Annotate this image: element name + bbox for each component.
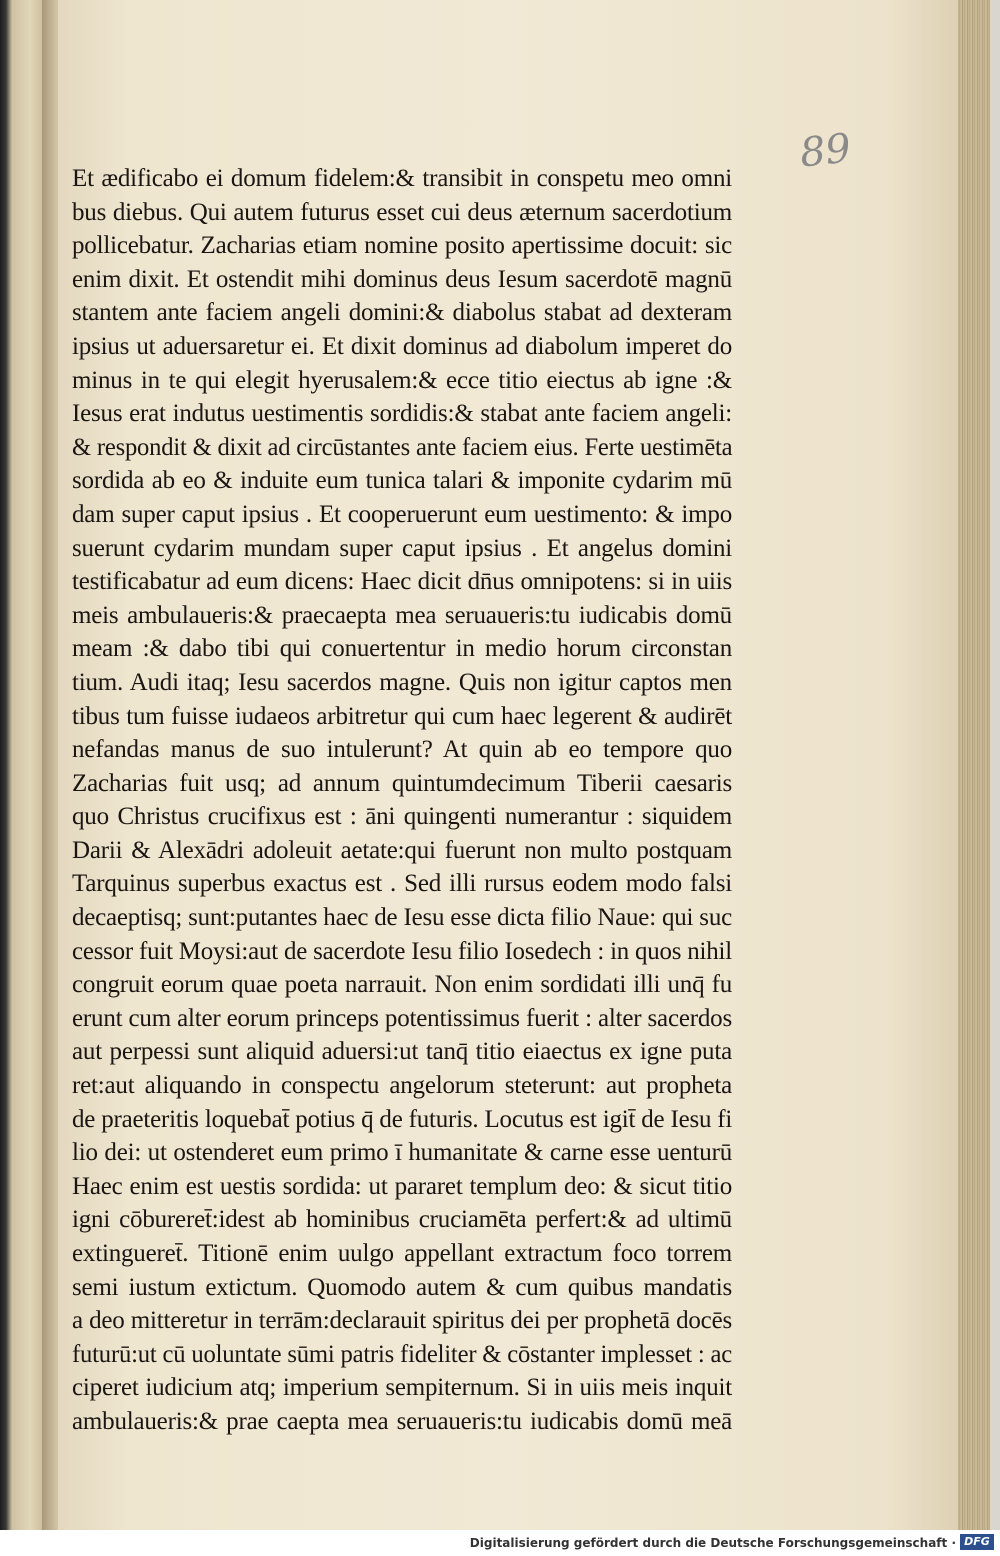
- text-line: stantem ante faciem angeli domini:& diabolus stabat ad dexteram: [72, 299, 732, 327]
- text-line: ret:aut aliquando in conspectu angelorum steterunt: aut propheta: [72, 1072, 732, 1100]
- text-line: lio dei: ut ostenderet eum primo ī humanitate & carne esse uenturū: [72, 1139, 732, 1167]
- text-line: suerunt cydarim mundam super caput ipsius . Et angelus domini: [72, 534, 732, 562]
- text-line: congruit eorum quae poeta narrauit. Non enim sordidati illi unq̄ fu: [72, 971, 732, 999]
- text-line: nefandas manus de suo intulerunt? At quin ab eo tempore quo: [72, 736, 732, 764]
- folio-number: 89: [797, 125, 854, 177]
- text-line: minus in te qui elegit hyerusalem:& ecce titio eiectus ab igne :&: [72, 366, 732, 394]
- text-line: cessor fuit Moysi:aut de sacerdote Iesu filio Iosedech : in quos nihil: [72, 937, 732, 965]
- text-line: ipsius ut aduersaretur ei. Et dixit dominus ad diabolum imperet do: [72, 332, 732, 360]
- text-line: meis ambulaueris:& praecaepta mea seruaueris:tu iudicabis domū: [72, 601, 732, 629]
- text-line: enim dixit. Et ostendit mihi dominus deus Iesum sacerdotē magnū: [72, 265, 732, 293]
- text-line: igni cōbureret̄:idest ab hominibus cruciamēta perfert:& ad ultimū: [72, 1206, 732, 1234]
- credit-text: Digitalisierung gefördert durch die Deutsche Forschungsgemeinschaft: [469, 1536, 948, 1550]
- text-line: futurū:ut cū uoluntate sūmi patris fideliter & cōstanter implesset : ac: [72, 1340, 732, 1368]
- text-line: ciperet iudicium atq; imperium sempiternum. Si in uiis meis inquit: [72, 1374, 732, 1402]
- text-line: Haec enim est uestis sordida: ut pararet templum deo: & sicut titio: [72, 1172, 732, 1200]
- text-line: semi iustum extictum. Quomodo autem & cum quibus mandatis: [72, 1273, 732, 1301]
- text-line: dam super caput ipsius . Et cooperuerunt eum uestimento: & impo: [72, 500, 732, 528]
- page-text: [72, 162, 732, 1439]
- text-line: Tarquinus superbus exactus est . Sed illi rursus eodem modo falsi: [72, 870, 732, 898]
- text-line: tium. Audi itaq; Iesu sacerdos magne. Quis non igitur captos men: [72, 668, 732, 696]
- text-line: bus diebus. Qui autem futurus esset cui deus æternum sacerdotium: [72, 198, 732, 226]
- left-page-edge: [0, 0, 42, 1530]
- footer-bar: [0, 1530, 1000, 1556]
- text-line: meam :& dabo tibi qui conuertentur in medio horum circonstan: [72, 635, 732, 663]
- text-line: pollicebatur. Zacharias etiam nomine posito apertissime docuit: sic: [72, 232, 732, 260]
- text-line: quo Christus crucifixus est : āni quingenti numerantur : siquidem: [72, 803, 732, 831]
- text-line: ambulaueris:& prae caepta mea seruaueris:tu iudicabis domū meā: [72, 1407, 732, 1435]
- text-line: Darii & Alexādri adoleuit aetate:qui fuerunt non multo postquam: [72, 836, 732, 864]
- text-line: de praeteritis loquebat̄ potius q̄ de futuris. Locutus est igit̄ de Iesu fi: [72, 1105, 733, 1133]
- text-line: erunt cum alter eorum princeps potentissimus fuerit : alter sacerdos: [72, 1004, 732, 1032]
- text-line: Zacharias fuit usq; ad annum quintumdecimum Tiberii caesaris: [72, 769, 732, 797]
- text-line: tibus tum fuisse iudaeos arbitretur qui cum haec legerent & audirēt: [72, 702, 732, 730]
- text-line: Et ædificabo ei domum fidelem:& transibit in conspetu meo omni: [72, 165, 732, 192]
- text-line: decaeptisq; sunt:putantes haec de Iesu esse dicta filio Naue: qui suc: [72, 904, 732, 932]
- footer-credit: [470, 1536, 956, 1550]
- text-line: a deo mitteretur in terrām:declarauit spiritus dei per prophetā docēs: [72, 1307, 732, 1335]
- dfg-logo-icon: DFG: [960, 1534, 994, 1550]
- text-line: aut perpessi sunt aliquid aduersi:ut tanq̄ titio eiaectus ex igne puta: [72, 1038, 732, 1066]
- text-line: sordida ab eo & induite eum tunica talari & imponite cydarim mū: [72, 467, 732, 495]
- text-line: & respondit & dixit ad circūstantes ante faciem eius. Ferte uestimēta: [72, 433, 733, 461]
- credit-separator: ·: [951, 1536, 956, 1550]
- page-edges: [958, 0, 1000, 1530]
- text-line: testificabatur ad eum dicens: Haec dicit dn̄us omnipotens: si in uiis: [72, 568, 732, 596]
- text-line: Iesus erat indutus uestimentis sordidis:& stabat ante faciem angeli:: [72, 400, 732, 428]
- text-line: extingueret̄. Titionē enim uulgo appellant extractum foco torrem: [72, 1240, 732, 1267]
